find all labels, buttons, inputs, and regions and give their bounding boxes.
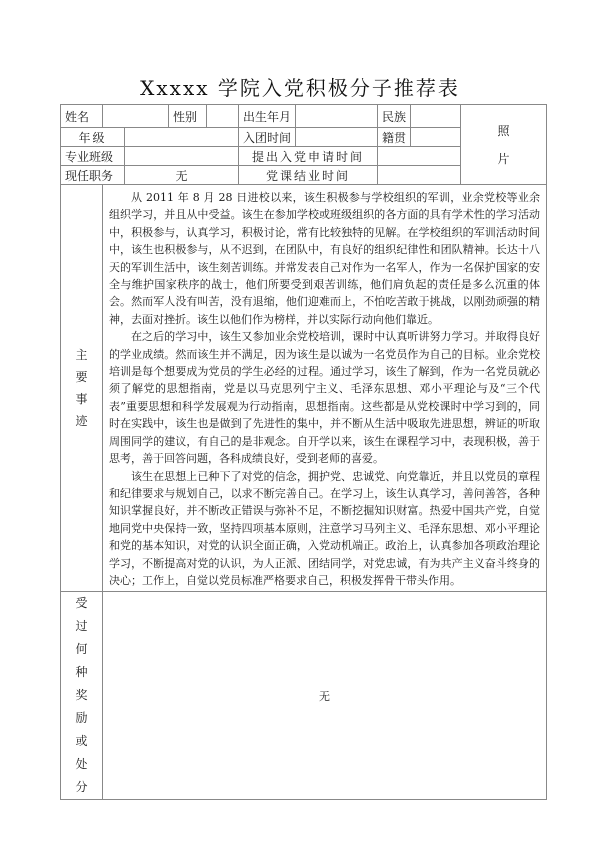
main-events-paragraph: 从 2011 年 8 月 28 日进校以来，该生积极参与学校组织的军训，业余党校等业余组织学习，并且从中受益。该生在参加学校或班级组织的各方面的具有学术性的学习活动中，积极参与，认真学习，积极讨论，常有比较独特的见解。在学校组织的军训活动时间中，该生也积极参与，从不迟到，在团队中，有良好的组织纪律性和团队精神。长达十八天的军训生活中，该生刻苦训练。并常发表自己对作为一名军人，作为一名保护国家的安全与维护国家秩序的战士，他们所要受到艰苦训练，他们肩负起的责任是多么沉重的体会。然而军人没有叫苦，没有退缩，他们迎难而上，不怕吃苦敢于挑战，以刚劲顽强的精神，去面对挫折。该生以他们作为榜样，并以实际行动向他们靠近。 <box>109 191 540 326</box>
rewards-punishments-field[interactable]: 无 <box>103 592 547 800</box>
main-events-content[interactable] <box>103 185 547 592</box>
label-char: 要 <box>75 370 88 385</box>
major-class-label: 专业班级 <box>61 147 125 166</box>
label-char: 主 <box>75 348 88 363</box>
ethnicity-field[interactable] <box>411 105 461 128</box>
party-application-date-label: 提出入党申请时间 <box>239 147 378 166</box>
label-char: 事 <box>75 392 88 407</box>
label-char: 处 <box>75 757 88 772</box>
main-events-label <box>61 185 103 592</box>
label-char: 或 <box>75 734 88 749</box>
party-course-completion-label: 党课结业时间 <box>239 166 378 185</box>
photo-placeholder[interactable] <box>461 105 547 185</box>
label-char: 种 <box>75 665 88 680</box>
birth-date-field[interactable] <box>296 105 378 128</box>
label-char: 过 <box>75 619 88 634</box>
label-char: 受 <box>75 596 88 611</box>
current-position-field[interactable]: 无 <box>125 166 239 185</box>
party-application-date-field[interactable] <box>378 147 461 166</box>
photo-label-char: 片 <box>497 151 510 166</box>
current-position-label: 现任职务 <box>61 166 125 185</box>
league-join-date-field[interactable] <box>296 128 378 147</box>
main-events-paragraph: 该生在思想上已种下了对党的信念，拥护党、忠诚党、向党靠近，并且以党员的章程和纪律要求与规划自己，以求不断完善自己。在学习上，该生认真学习，善问善答，各种知识掌握良好，并不断改正错误与弥补不足，不断挖掘知识财富。热爱中国共产党，自觉地同党中央保持一致，坚持四项基本原则，注意学习马列主义、毛泽东思想、邓小平理论和党的基本知识，对党的认识全面正确，入党动机端正。政治上，认真参加各项政治理论学习，不断提高对党的认识，为人正派、团结同学，对党忠诚，有为共产主义奋斗终身的决心；工作上，自觉以党员标准严格要求自己，积极发挥骨干带头作用。 <box>109 469 540 587</box>
gender-field[interactable] <box>207 105 239 128</box>
party-course-completion-field[interactable] <box>378 166 461 185</box>
native-place-label: 籍贯 <box>378 128 411 147</box>
name-label: 姓名 <box>61 105 103 128</box>
league-join-date-label: 入团时间 <box>239 128 296 147</box>
name-field[interactable] <box>103 105 169 128</box>
gender-label: 性别 <box>169 105 207 128</box>
label-char: 迹 <box>75 414 88 429</box>
label-char: 何 <box>75 642 88 657</box>
label-char: 奖 <box>75 688 88 703</box>
native-place-field[interactable] <box>411 128 461 147</box>
major-class-field[interactable] <box>125 147 239 166</box>
grade-field[interactable] <box>125 128 239 147</box>
label-char: 励 <box>75 711 88 726</box>
rewards-punishments-label <box>61 592 103 800</box>
main-events-paragraph: 在之后的学习中，该生又参加业余党校培训，课时中认真听讲努力学习。并取得良好的学业成绩。然而该生并不满足，因为该生是以诚为一名党员作为自己的目标。业余党校培训是每个想要成为党员的学生必经的过程。通过学习，该生了解到，作为一名党员就必须了解党的思想指南，党是以马克思列宁主义、毛泽东思想、邓小平理论与及“三个代表”重要思想和科学发展观为行动指南，思想指南。这些都是从党校课时中学习到的，同时在实践中，该生也是做到了先进性的集中，并不断从生活中吸取先进思想，辨证的听取周围同学的建议，有自己的是非观念。自开学以来，该生在课程学习中，表现积极，善于思考，善于回答问题，各科成绩良好，受到老师的喜爱。 <box>109 330 540 466</box>
label-char: 分 <box>75 780 88 795</box>
document-title: Xxxxx 学院入党积极分子推荐表 <box>140 76 460 100</box>
birth-date-label: 出生年月 <box>239 105 296 128</box>
photo-label-char: 照 <box>497 123 510 138</box>
grade-label: 年级 <box>61 128 125 147</box>
ethnicity-label: 民族 <box>378 105 411 128</box>
recommendation-form-table <box>60 104 547 800</box>
